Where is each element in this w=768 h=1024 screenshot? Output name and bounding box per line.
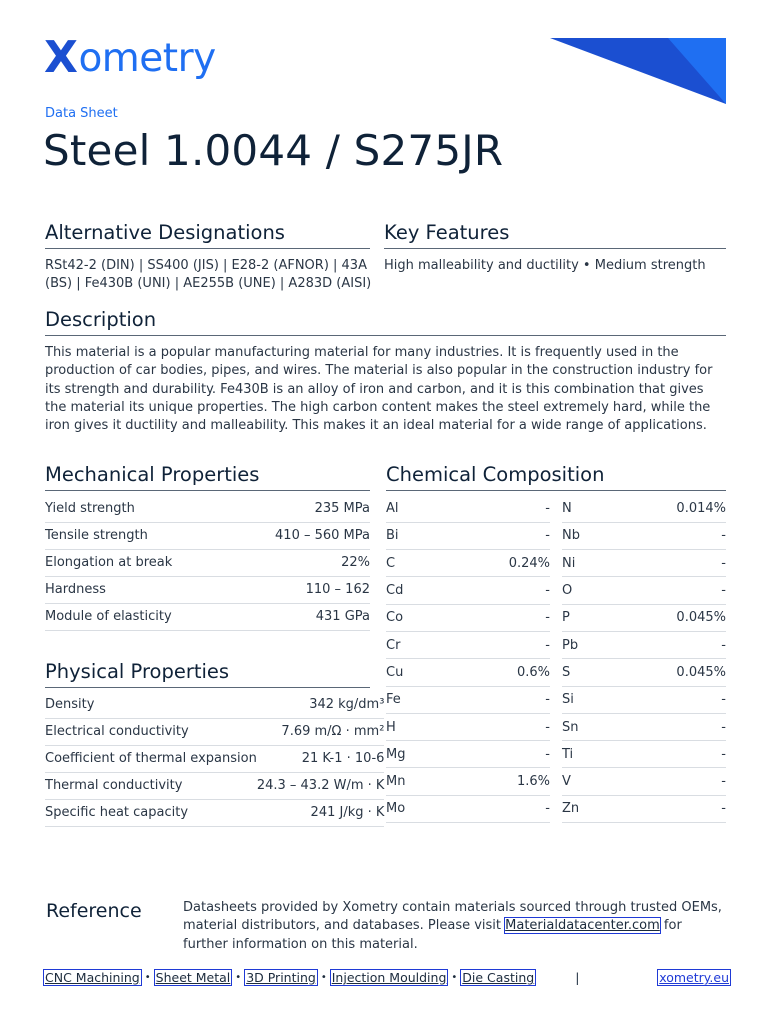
mechanical-property-row: [45, 549, 370, 576]
chemical-composition-left-column: [386, 495, 550, 823]
alternative-designations-heading: Alternative Designations: [45, 221, 370, 249]
chemical-element-value: 0.6%: [439, 659, 550, 686]
chemical-element-value: -: [439, 686, 550, 713]
footer-bullet: •: [144, 972, 151, 983]
physical-property-row: [45, 718, 384, 745]
chemical-element-row: [386, 713, 550, 740]
chemical-element-value: -: [439, 495, 550, 522]
chemical-element-label: Cu: [386, 659, 439, 686]
chemical-element-row: [386, 631, 550, 658]
chemical-element-value: -: [439, 604, 550, 631]
chemical-element-row: [386, 604, 550, 631]
chemical-element-row: [562, 577, 726, 604]
mechanical-property-label: Hardness: [45, 576, 231, 603]
chemical-element-value: -: [606, 768, 726, 795]
chemical-element-row: [562, 550, 726, 577]
reference-heading: Reference: [46, 900, 142, 922]
physical-property-value: 24.3 – 43.2 W/m · K: [257, 772, 385, 799]
chemical-element-row: [386, 795, 550, 822]
chemical-element-value: -: [606, 713, 726, 740]
physical-property-label: Coefficient of thermal expansion: [45, 745, 257, 772]
footer-link-cnc-machining[interactable]: CNC Machining: [45, 970, 140, 985]
mechanical-property-row: [45, 603, 370, 630]
mechanical-property-label: Tensile strength: [45, 522, 231, 549]
chemical-element-row: [562, 631, 726, 658]
key-features-heading: Key Features: [384, 221, 726, 249]
chemical-element-label: Bi: [386, 522, 439, 549]
chemical-composition-heading: Chemical Composition: [386, 463, 726, 491]
reference-text-after: for further information on this material.: [183, 918, 682, 952]
chemical-element-label: Nb: [562, 522, 606, 549]
mechanical-property-value: 431 GPa: [231, 603, 370, 630]
physical-property-label: Specific heat capacity: [45, 799, 257, 826]
mechanical-property-value: 110 – 162: [231, 576, 370, 603]
chemical-element-row: [562, 768, 726, 795]
mechanical-property-row: [45, 522, 370, 549]
mechanical-property-value: 410 – 560 MPa: [231, 522, 370, 549]
chemical-element-label: Al: [386, 495, 439, 522]
chemical-element-label: Ti: [562, 741, 606, 768]
mechanical-property-value: 235 MPa: [231, 495, 370, 522]
chemical-element-label: Sn: [562, 713, 606, 740]
chemical-element-row: [562, 741, 726, 768]
mechanical-property-label: Elongation at break: [45, 549, 231, 576]
chemical-element-label: N: [562, 495, 606, 522]
data-sheet-label: Data Sheet: [45, 106, 118, 121]
chemical-element-label: Mn: [386, 768, 439, 795]
chemical-element-label: C: [386, 550, 439, 577]
chemical-element-value: -: [439, 631, 550, 658]
chemical-element-label: O: [562, 577, 606, 604]
chemical-element-label: S: [562, 659, 606, 686]
footer-link-3d-printing[interactable]: 3D Printing: [246, 970, 316, 985]
chemical-composition-right-column: [562, 495, 726, 823]
chemical-element-row: [386, 495, 550, 522]
mechanical-property-label: Module of elasticity: [45, 603, 231, 630]
physical-property-value: 7.69 m/Ω · mm²: [257, 718, 385, 745]
physical-property-label: Electrical conductivity: [45, 718, 257, 745]
chemical-element-label: Co: [386, 604, 439, 631]
chemical-element-label: Cr: [386, 631, 439, 658]
chemical-element-row: [386, 522, 550, 549]
chemical-element-row: [386, 550, 550, 577]
chemical-element-value: -: [439, 741, 550, 768]
chemical-element-label: Ni: [562, 550, 606, 577]
chemical-element-value: 0.045%: [606, 659, 726, 686]
chemical-element-value: -: [439, 577, 550, 604]
chemical-element-label: Cd: [386, 577, 439, 604]
chemical-element-row: [562, 495, 726, 522]
footer-bullet: •: [451, 972, 458, 983]
chemical-element-value: 0.24%: [439, 550, 550, 577]
mechanical-property-label: Yield strength: [45, 495, 231, 522]
physical-property-label: Thermal conductivity: [45, 772, 257, 799]
chemical-element-label: Mg: [386, 741, 439, 768]
chemical-element-value: 0.014%: [606, 495, 726, 522]
footer-link-sheet-metal[interactable]: Sheet Metal: [155, 970, 231, 985]
alternative-designations-text: RSt42-2 (DIN) | SS400 (JIS) | E28-2 (AFNOR) | 43A (BS) | Fe430B (UNI) | AE255B (UNE) | A283D (AISI): [45, 258, 372, 292]
chemical-element-value: 1.6%: [439, 768, 550, 795]
mechanical-property-row: [45, 495, 370, 522]
chemical-element-row: [562, 795, 726, 822]
logo-wordmark: ometry: [78, 35, 216, 81]
mechanical-property-row: [45, 576, 370, 603]
physical-property-row: [45, 745, 384, 772]
chemical-element-label: Si: [562, 686, 606, 713]
chemical-element-label: P: [562, 604, 606, 631]
physical-property-value: 241 J/kg · K: [257, 799, 385, 826]
key-features-text: High malleability and ductility • Medium strength: [384, 258, 706, 273]
physical-property-value: 342 kg/dm³: [257, 691, 385, 718]
chemical-element-value: -: [439, 795, 550, 822]
chemical-element-row: [386, 577, 550, 604]
corner-decoration-icon: [550, 38, 726, 104]
mechanical-properties-table: [45, 495, 370, 631]
chemical-element-label: H: [386, 713, 439, 740]
footer-site-link[interactable]: xometry.eu: [659, 970, 729, 985]
chemical-element-row: [562, 713, 726, 740]
xometry-logo: [44, 32, 216, 83]
mechanical-properties-heading: Mechanical Properties: [45, 463, 370, 491]
reference-text-before: Datasheets provided by Xometry contain materials sourced through trusted OEMs, material distributors, and databases. Please visit: [183, 900, 722, 934]
description-heading: Description: [45, 308, 726, 336]
chemical-element-value: -: [606, 522, 726, 549]
chemical-element-value: 0.045%: [606, 604, 726, 631]
chemical-element-value: -: [606, 795, 726, 822]
materialdatacenter-link[interactable]: Materialdatacenter.com: [505, 918, 660, 934]
chemical-element-row: [562, 659, 726, 686]
page-title: Steel 1.0044 / S275JR: [43, 126, 504, 175]
physical-property-label: Density: [45, 691, 257, 718]
mechanical-property-value: 22%: [231, 549, 370, 576]
chemical-element-label: Mo: [386, 795, 439, 822]
chemical-element-label: Pb: [562, 631, 606, 658]
chemical-element-label: Fe: [386, 686, 439, 713]
chemical-element-row: [562, 604, 726, 631]
chemical-element-value: -: [606, 577, 726, 604]
footer-bullet: •: [320, 972, 327, 983]
chemical-element-label: V: [562, 768, 606, 795]
logo-x-mark: X: [44, 32, 78, 83]
chemical-element-row: [386, 686, 550, 713]
chemical-element-row: [562, 522, 726, 549]
physical-properties-heading: Physical Properties: [45, 660, 370, 688]
chemical-element-row: [386, 768, 550, 795]
chemical-element-row: [386, 659, 550, 686]
chemical-element-row: [562, 686, 726, 713]
physical-property-value: 21 K-1 · 10-6: [257, 745, 385, 772]
physical-property-row: [45, 691, 384, 718]
footer-link-die-casting[interactable]: Die Casting: [462, 970, 535, 985]
chemical-element-value: -: [606, 631, 726, 658]
footer-bullet: •: [235, 972, 242, 983]
physical-property-row: [45, 799, 384, 826]
chemical-element-value: -: [439, 713, 550, 740]
physical-properties-table: [45, 691, 384, 827]
chemical-element-label: Zn: [562, 795, 606, 822]
chemical-element-value: -: [439, 522, 550, 549]
chemical-element-value: -: [606, 550, 726, 577]
chemical-element-row: [386, 741, 550, 768]
footer-separator: |: [575, 970, 580, 985]
footer-link-injection-moulding[interactable]: Injection Moulding: [331, 970, 447, 985]
description-text: This material is a popular manufacturing material for many industries. It is frequently used in the production of car bodies, pipes, and wires. The material is also popular in the construction industry for its strength and durability. Fe430B is an alloy of iron and carbon, and it is this combination that gives the material its unique properties. The high carbon content makes the steel extremely hard, while the iron gives it ductility and malleability. This makes it an ideal material for a wide range of applications.: [45, 345, 713, 434]
reference-text: [183, 899, 728, 954]
physical-property-row: [45, 772, 384, 799]
chemical-element-value: -: [606, 686, 726, 713]
footer-nav: [44, 970, 730, 985]
chemical-element-value: -: [606, 741, 726, 768]
